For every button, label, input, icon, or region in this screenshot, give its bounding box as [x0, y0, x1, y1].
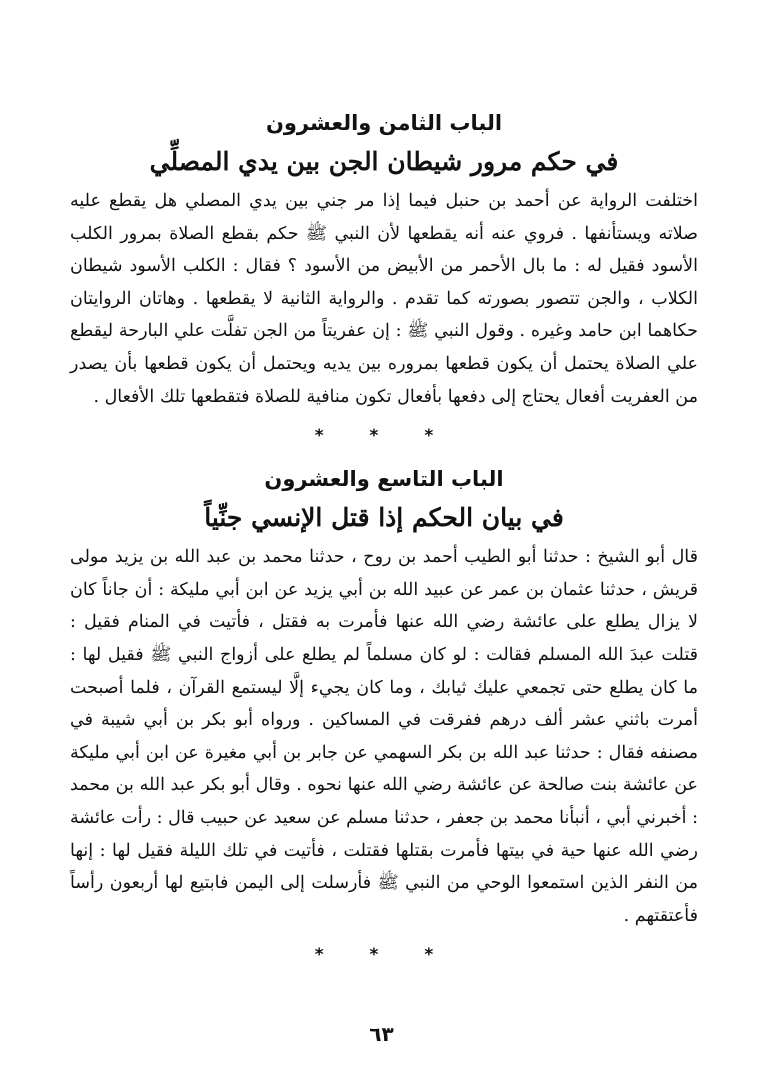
section-separator: * * * — [314, 426, 454, 447]
page-content — [70, 105, 698, 980]
chapter-subtitle-28: في حكم مرور شيطان الجن بين يدي المصلِّي — [149, 147, 619, 176]
chapter-29-body: قال أبو الشيخ : حدثنا أبو الطيب أحمد بن روح ، حدثنا محمد بن عبد الله بن يزيد مولى قريش ، حدثنا عثمان بن عمر عن عبيد الله بن أبي يزيد عن ابن أبي مليكة : أن جاناً كان لا يزال يطلع على عائشة رضي الله عنها فأمرت به فقتل ، فأتيت في المنام فقيل : قتلت عبدَ الله المسلم فقالت : لو كان مسلماً لم يطلع على أزواج النبي ﷺ فقيل لها : ما كان يطلع حتى تجمعي عليك ثيابك ، وما كان يجيء إلَّا ليستمع القرآن ، فلما أصبحت أمرت باثني عشر ألف درهم ففرقت في المساكين . ورواه أبو بكر بن أبي شيبة في مصنفه فقال : حدثنا عبد الله بن بكر السهمي عن جابر بن أبي مغيرة عن ابن أبي مليكة عن عائشة بنت صالحة عن عائشة رضي الله عنها نحوه . وقال أبو بكر عبد الله بن محمد : أخبرني أبي ، أنبأنا محمد بن جعفر ، حدثنا مسلم عن سعيد عن حبيب قال : رأت عائشة رضي الله عنها حية في بيتها فأمرت بقتلها فقتلت ، فأتيت في تلك الليلة فقيل لها : إنها من النفر الذين استمعوا الوحي من النبي ﷺ فأرسلت إلى اليمن فابتيع لها أربعون رأساً فأعتقتهم . — [70, 547, 698, 926]
page-number: ٦٣ — [369, 1022, 394, 1046]
chapter-subtitle-29: في بيان الحكم إذا قتل الإنسي جنِّياً — [204, 503, 564, 533]
chapter-28-body: اختلفت الرواية عن أحمد بن حنبل فيما إذا مر جني بين يدي المصلي هل يقطع عليه صلاته ويستأنفها . فروي عنه أنه يقطعها لأن النبي ﷺ حكم بقطع الصلاة بمرور الكلب الأسود فقيل له : ما بال الأحمر من الأبيض من الأسود ؟ فقال : الكلب الأسود شيطان الكلاب ، والجن تتصور بصورته كما تقدم . والرواية الثانية لا يقطعها . وهاتان الروايتان حكاهما ابن حامد وغيره . وقول النبي ﷺ : إن عفريتاً من الجن تفلَّت علي البارحة ليقطع علي الصلاة يحتمل أن يكون قطعها بمروره بين يديه ويحتمل أن يكون قطعها بأن يصدر من العفريت أفعال يحتاج إلى دفعها بأفعال تكون منافية للصلاة فتقطعها تلك الأفعال . — [70, 191, 698, 407]
chapter-title-29: الباب التاسع والعشرون — [264, 467, 504, 492]
section-separator: * * * — [314, 945, 454, 966]
chapter-title-28: الباب الثامن والعشرون — [265, 111, 503, 135]
